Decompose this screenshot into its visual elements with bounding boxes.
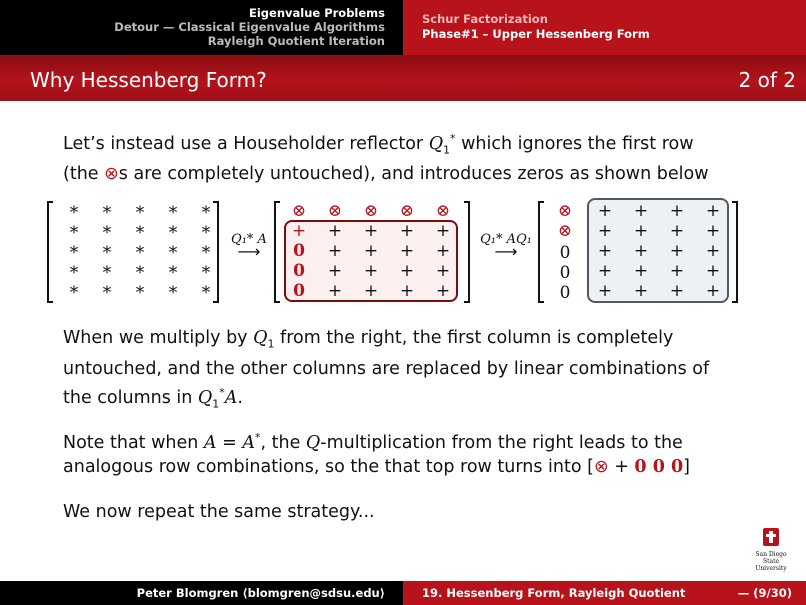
matrix-q1aq1-entry: +: [633, 241, 649, 261]
matrix-q1a-entry: +: [327, 241, 343, 261]
matrix-q1a-entry: +: [435, 281, 451, 301]
header-section-title[interactable]: Eigenvalue Problems: [248, 6, 385, 20]
matrix-q1a-entry: ⊗: [435, 201, 451, 221]
matrix-q1a-entry: ⊗: [291, 201, 307, 221]
matrix-q1aq1-entry: +: [669, 221, 685, 241]
matrix-a-entry: *: [201, 283, 211, 303]
frame-title: Why Hessenberg Form?: [30, 68, 267, 92]
matrix-q1aq1-entry: +: [705, 281, 721, 301]
matrix-q1aq1-entry: +: [705, 261, 721, 281]
matrix-a-entry: *: [102, 243, 112, 263]
matrix-q1a-entry: +: [327, 221, 343, 241]
header-right-title[interactable]: Schur Factorization: [422, 12, 548, 26]
arrow-q1a: Q₁* A ⟶: [231, 232, 267, 261]
matrix-q1a-entry: 0: [293, 261, 305, 281]
matrix-a-entry: *: [102, 283, 112, 303]
matrix-q1a-entry: +: [291, 221, 307, 241]
matrix-q1a-entry: +: [327, 261, 343, 281]
matrix-a: [47, 201, 219, 303]
footer-bar: [0, 581, 806, 605]
matrix-a-entry: *: [135, 243, 145, 263]
frame-page-indicator: 2 of 2: [738, 68, 796, 92]
matrix-a-entry: *: [201, 223, 211, 243]
matrix-q1a-entry: +: [363, 281, 379, 301]
matrix-q1a-entry: +: [363, 221, 379, 241]
header-subsection-nav: [403, 0, 806, 55]
matrix-q1a-entry: +: [399, 241, 415, 261]
matrix-q1aq1-entry: ⊗: [557, 201, 573, 221]
header-subsubsection-title[interactable]: Rayleigh Quotient Iteration: [207, 34, 385, 48]
paragraph-householder: Let’s instead use a Householder reflector $Q_1^*$ which ignores the first row (the ⊗s are completely untouched), and introduces zeros as shown below: [63, 132, 709, 185]
matrix-q1aq1-entry: +: [633, 201, 649, 221]
matrix-a-entry: *: [135, 283, 145, 303]
matrix-q1aq1-entry: +: [705, 201, 721, 221]
matrix-q1aq1-entry: +: [597, 241, 613, 261]
matrix-a-entry: *: [69, 203, 79, 223]
header-section-nav: [0, 0, 403, 55]
paragraph-hermitian-note: Note that when A = A*, the Q-multiplication from the right leads to the analogous row combinations, so the that top row turns into [⊗ + 0 0 0]: [63, 431, 690, 477]
matrix-a-entry: *: [168, 243, 178, 263]
matrix-q1aq1-entry: +: [597, 201, 613, 221]
matrix-a-entry: *: [69, 263, 79, 283]
matrix-a-entry: *: [201, 243, 211, 263]
matrix-q1aq1-entry: ⊗: [557, 221, 573, 241]
matrix-a-entry: *: [69, 243, 79, 263]
matrix-q1aq1-entry: +: [597, 221, 613, 241]
matrix-a-entry: *: [102, 263, 112, 283]
matrix-q1aq1: [538, 201, 738, 303]
matrix-q1a-entry: ⊗: [363, 201, 379, 221]
matrix-a-entry: *: [168, 223, 178, 243]
matrix-q1aq1-entry: 0: [559, 243, 571, 263]
header-subsection-title[interactable]: Detour — Classical Eigenvalue Algorithms: [114, 20, 385, 34]
paragraph-repeat: We now repeat the same strategy...: [63, 502, 375, 522]
matrix-q1a: [274, 201, 470, 303]
matrix-q1a-entry: ⊗: [399, 201, 415, 221]
matrix-q1aq1-entry: +: [705, 241, 721, 261]
matrix-q1aq1-entry: +: [633, 261, 649, 281]
matrix-a-entry: *: [69, 223, 79, 243]
matrix-q1a-entry: 0: [293, 241, 305, 261]
sdsu-logo: San Diego State University: [748, 527, 794, 572]
matrix-a-entry: *: [102, 203, 112, 223]
matrix-q1a-entry: +: [435, 241, 451, 261]
footer-page-number: — (9/30): [737, 586, 792, 600]
matrix-q1aq1-entry: +: [669, 241, 685, 261]
matrix-a-entry: *: [102, 223, 112, 243]
frame-title-bar: [0, 55, 806, 101]
matrix-q1aq1-entry: +: [597, 281, 613, 301]
matrix-q1aq1-entry: +: [633, 281, 649, 301]
matrix-q1a-entry: ⊗: [327, 201, 343, 221]
matrix-q1a-entry: +: [399, 221, 415, 241]
matrix-q1aq1-entry: +: [705, 221, 721, 241]
header-right-subtitle[interactable]: Phase#1 – Upper Hessenberg Form: [422, 27, 650, 41]
matrix-a-entry: *: [201, 263, 211, 283]
matrix-q1a-entry: +: [363, 241, 379, 261]
header-bar: [0, 0, 806, 55]
matrix-q1a-entry: +: [327, 281, 343, 301]
matrix-a-entry: *: [168, 203, 178, 223]
matrix-q1a-entry: +: [363, 261, 379, 281]
matrix-q1aq1-entry: +: [669, 261, 685, 281]
matrix-a-entry: *: [168, 283, 178, 303]
matrix-q1aq1-entry: +: [669, 201, 685, 221]
matrix-q1aq1-entry: 0: [559, 263, 571, 283]
matrix-q1a-entry: +: [399, 261, 415, 281]
otimes-symbol: ⊗: [104, 164, 119, 185]
matrix-a-entry: *: [135, 263, 145, 283]
arrow-q1aq1: Q₁* AQ₁ ⟶: [480, 232, 532, 261]
matrix-q1aq1-entry: +: [597, 261, 613, 281]
footer-topic-section: [403, 581, 806, 605]
footer-topic: 19. Hessenberg Form, Rayleigh Quotient: [422, 586, 686, 600]
matrix-q1a-entry: +: [435, 221, 451, 241]
footer-author: Peter Blomgren ⟨blomgren@sdsu.edu⟩: [0, 581, 403, 605]
matrix-a-entry: *: [135, 203, 145, 223]
matrix-q1a-entry: +: [399, 281, 415, 301]
sdsu-shield-icon: [761, 527, 781, 549]
matrix-a-entry: *: [69, 283, 79, 303]
matrix-q1a-entry: 0: [293, 281, 305, 301]
matrix-a-entry: *: [168, 263, 178, 283]
matrix-q1a-entry: +: [435, 261, 451, 281]
paragraph-multiply-right: When we multiply by $Q_1$ from the right, the first column is completely untouched, and the other columns are replaced by linear combinations of the columns in $Q_1^*A$.: [63, 328, 710, 410]
matrix-q1aq1-entry: +: [669, 281, 685, 301]
matrix-a-entry: *: [201, 203, 211, 223]
matrix-q1aq1-entry: +: [633, 221, 649, 241]
matrix-q1aq1-entry: 0: [559, 283, 571, 303]
matrix-a-entry: *: [135, 223, 145, 243]
